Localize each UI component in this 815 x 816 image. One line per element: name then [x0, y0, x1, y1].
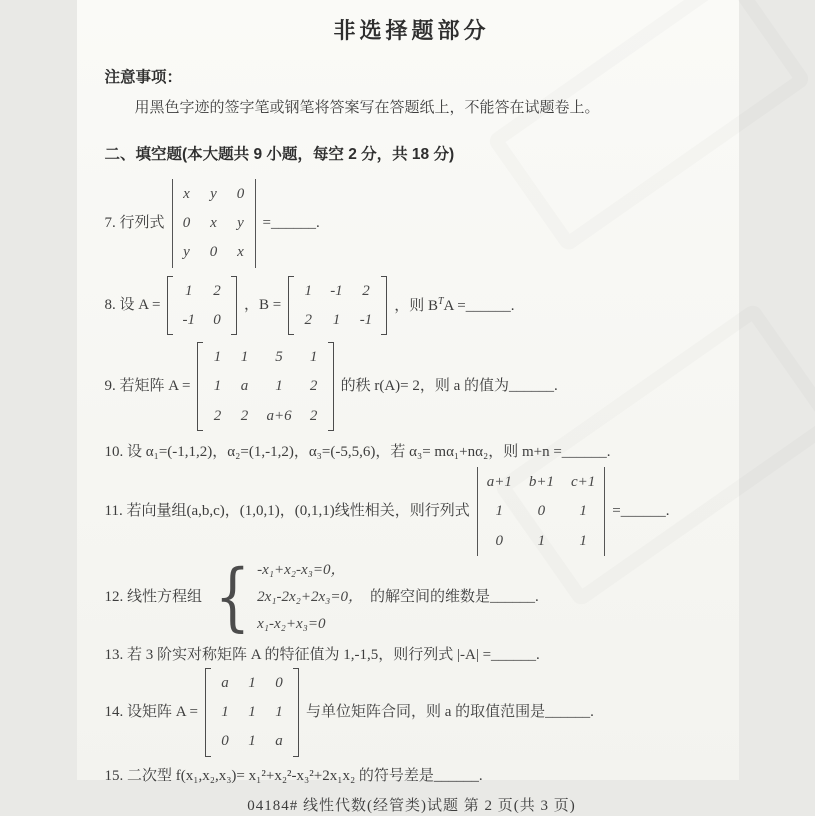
matrix-cell: b+1	[528, 474, 554, 491]
notes-body: 用黑色字迹的签字笔或钢笔将答案写在答题纸上，不能答在试题卷上。	[134, 99, 600, 116]
question-15	[105, 766, 719, 786]
question-9	[105, 342, 719, 431]
matrix-cell: 0	[221, 733, 229, 750]
q15-text: 15. 二次型 f(x₁,x₂,x₃)= x₁²+x₂²-x₃²+2x₁x₂ 的符号差是______.	[104, 767, 483, 784]
matrix-cell: -1	[182, 311, 195, 328]
matrix-cell: 0	[182, 215, 191, 232]
right-bracket-icon	[231, 276, 237, 336]
question-13	[105, 645, 719, 665]
q8-transpose-sup: T	[437, 295, 444, 307]
q11-blank: =______.	[612, 503, 670, 520]
brace-icon: {	[214, 553, 251, 640]
matrix-cell: 1	[332, 311, 341, 328]
matrix-cell: 1	[275, 378, 283, 395]
matrix-cell: 1	[537, 532, 546, 549]
matrix-cell: 1	[579, 503, 587, 520]
matrix-cell: 0	[209, 244, 218, 261]
matrix-cell: y	[183, 244, 190, 261]
matrix-cell: 1	[304, 282, 312, 299]
question-14	[105, 668, 719, 757]
matrix-cell: c+1	[570, 474, 596, 491]
matrix-cell: 1	[579, 532, 587, 549]
matrix-cell: a	[221, 674, 229, 691]
question-10	[105, 442, 719, 462]
equation-line: 2x₁-2x₂+2x₃=0，	[257, 589, 363, 606]
q7-blank: =______.	[262, 215, 320, 232]
notes-heading: 注意事项：	[104, 68, 183, 86]
q12-equations	[257, 560, 363, 635]
question-12	[104, 553, 719, 640]
equation-line: x₁-x₂+x₃=0	[257, 616, 326, 633]
matrix-cell: 0	[236, 185, 245, 202]
q11-determinant	[477, 467, 606, 556]
matrix-cell: 1	[184, 282, 193, 299]
matrix-cell: 1	[221, 704, 229, 721]
matrix-cell: x	[237, 244, 244, 261]
q9-matrix	[197, 342, 333, 431]
matrix-cell: 1	[248, 704, 256, 721]
matrix-cell: 1	[275, 704, 283, 721]
q10-text: 10. 设 α₁=(-1,1,2)，α₂=(1,-1,2)，α₃=(-5,5,6)，若 α₃= mα₁+nα₂，则 m+n =______.	[104, 443, 611, 460]
exam-page	[77, 0, 739, 814]
question-11	[105, 467, 719, 556]
matrix-cell: y	[237, 215, 244, 232]
q13-text: 13. 若 3 阶实对称矩阵 A 的特征值为 1,-1,5，则行列式 |-A| =______.	[104, 646, 540, 663]
matrix-cell: 1	[309, 349, 318, 366]
right-bracket-icon	[381, 276, 387, 336]
matrix-cell: 2	[240, 407, 249, 424]
q8-tail	[394, 295, 514, 316]
matrix-cell: 2	[304, 311, 312, 328]
q8-mid: ，B =	[243, 297, 282, 314]
matrix-cell: a	[275, 733, 283, 750]
matrix-cell: 1	[213, 349, 222, 366]
matrix-cell: 2	[309, 407, 318, 424]
matrix-cell: 0	[213, 311, 221, 328]
q14-matrix	[205, 668, 299, 757]
q9-lead: 9. 若矩阵 A =	[104, 378, 191, 395]
matrix-cells	[294, 276, 381, 336]
question-7	[105, 179, 719, 268]
matrix-cell: a+1	[486, 474, 512, 491]
matrix-cell: a	[240, 378, 249, 395]
matrix-cell: 2	[309, 378, 318, 395]
matrix-cell: x	[183, 185, 190, 202]
matrix-cell: 2	[362, 282, 370, 299]
matrix-cell: 0	[275, 674, 283, 691]
q14-tail: 与单位矩阵合同，则 a 的取值范围是______.	[305, 704, 594, 721]
equation-line: -x₁+x₂-x₃=0，	[257, 561, 346, 578]
matrix-cells	[173, 276, 231, 336]
matrix-cells	[203, 342, 327, 431]
q7-lead: 7. 行列式	[104, 215, 165, 232]
matrix-cell: -1	[359, 311, 373, 328]
matrix-cell: a+6	[266, 407, 292, 424]
matrix-cell: 1	[213, 378, 222, 395]
q8-lead: 8. 设 A =	[104, 297, 161, 314]
matrix-cell: 0	[537, 503, 546, 520]
q9-tail: 的秩 r(A)= 2，则 a 的值为______.	[340, 378, 558, 395]
q11-lead: 11. 若向量组(a,b,c)，(1,0,1)，(0,1,1)线性相关，则行列式	[104, 503, 470, 520]
q12-lead: 12. 线性方程组	[104, 589, 203, 606]
matrix-cell: 2	[213, 282, 221, 299]
right-bracket-icon	[293, 668, 299, 757]
matrix-cell: 0	[495, 532, 504, 549]
page-footer: 04184# 线性代数(经管类)试题 第 2 页(共 3 页)	[247, 797, 576, 814]
page-title: 非选择题部分	[333, 18, 490, 43]
right-bracket-icon	[328, 342, 334, 431]
q8-tail2: A =______.	[443, 297, 515, 314]
q12-tail: 的解空间的维数是______.	[369, 589, 539, 606]
section-heading: 二、填空题(本大题共 9 小题，每空 2 分，共 18 分)	[104, 145, 455, 163]
question-8	[105, 276, 719, 336]
matrix-cell: 1	[495, 503, 504, 520]
q8-tail1: ，则 B	[394, 297, 438, 314]
q7-determinant	[172, 179, 256, 268]
matrix-cell: 1	[248, 733, 256, 750]
matrix-cell: 1	[240, 349, 249, 366]
matrix-cell: x	[210, 215, 217, 232]
q14-lead: 14. 设矩阵 A =	[104, 704, 198, 721]
matrix-cell: 5	[275, 349, 283, 366]
matrix-cell: y	[210, 185, 217, 202]
q8-matrix-a	[167, 276, 237, 336]
matrix-cell: -1	[330, 282, 343, 299]
matrix-cell: 1	[248, 674, 256, 691]
matrix-cells	[211, 668, 293, 757]
q8-matrix-b	[288, 276, 387, 336]
matrix-cell: 2	[213, 407, 222, 424]
